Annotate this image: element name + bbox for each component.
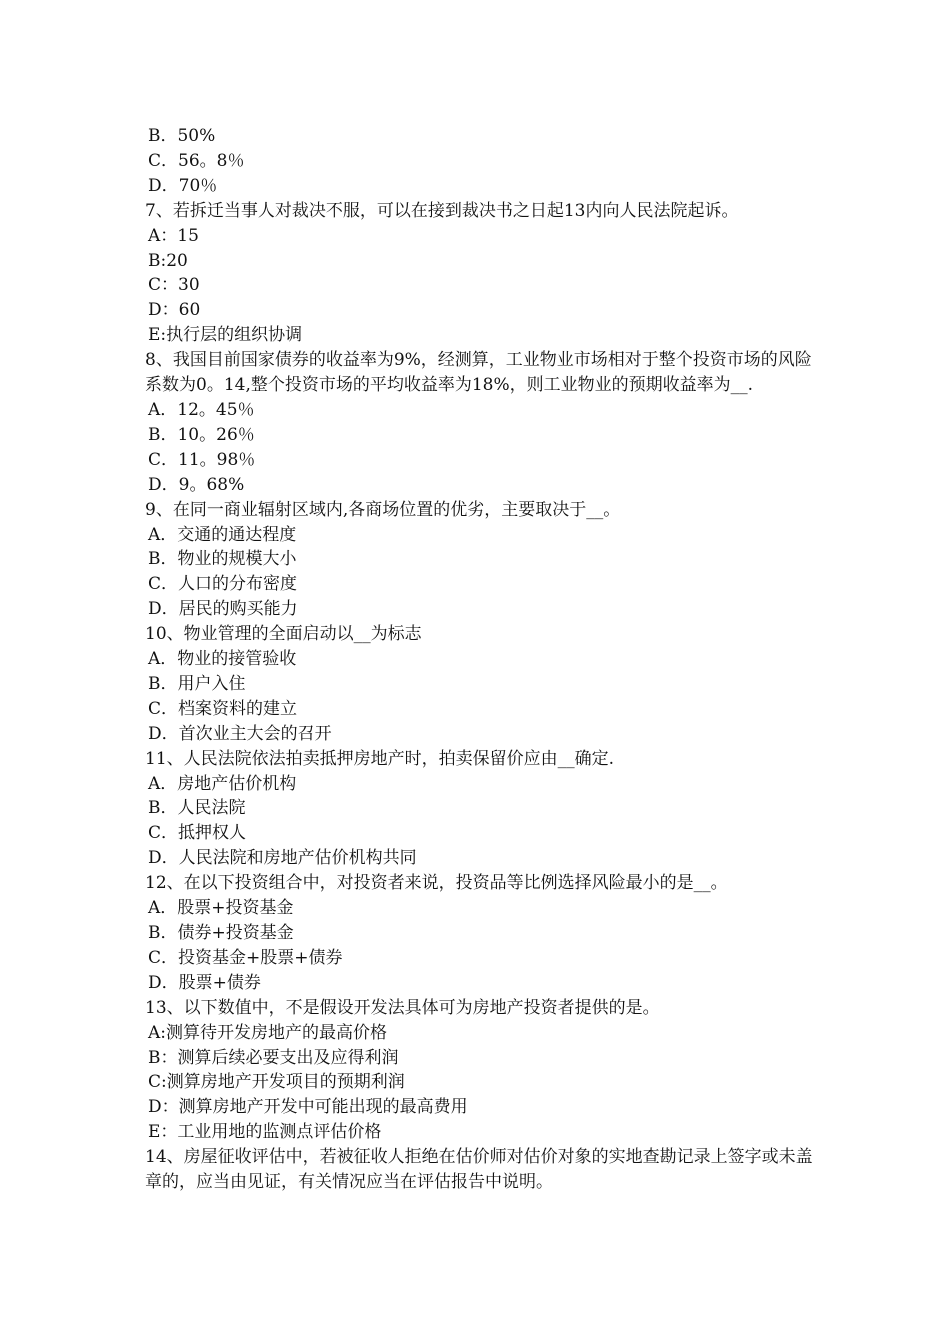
question-text: 14、房屋征收评估中，若被征收人拒绝在估价师对估价对象的实地查勘记录上签字或未盖章的，应当由见证，有关情况应当在评估报告中说明。 [145,1147,813,1193]
answer-option: A．12。45％ [148,399,255,420]
answer-option: D．9。68% [148,474,245,495]
answer-option: A：15 [148,225,199,246]
question-text: 10、物业管理的全面启动以__为标志 [145,624,422,645]
answer-option: C．投资基金+股票+债券 [148,947,343,968]
answer-option: B．50% [148,126,216,146]
answer-option: C：30 [148,275,200,296]
answer-option: C:测算房地产开发项目的预期利润 [148,1072,405,1093]
answer-option: D：测算房地产开发中可能出现的最高费用 [148,1097,468,1118]
question-text: 7、若拆迁当事人对裁决不服，可以在接到裁决书之日起13内向人民法院起诉。 [145,200,739,221]
answer-option: D．70％ [148,175,218,196]
answer-option: C．人口的分布密度 [148,574,298,595]
answer-option: D．居民的购买能力 [148,599,298,620]
answer-option: D．股票+债券 [148,972,261,993]
answer-option: B：测算后续必要支出及应得利润 [148,1047,399,1068]
answer-option: B．债券+投资基金 [148,923,294,943]
answer-option: C．56。8％ [148,150,245,171]
answer-option: E：工业用地的监测点评估价格 [148,1122,382,1143]
answer-option: A．交通的通达程度 [148,524,297,545]
answer-option: A．房地产估价机构 [148,773,297,794]
question-text: 11、人民法院依法拍卖抵押房地产时，拍卖保留价应由__确定. [145,748,615,769]
answer-option: C．抵押权人 [148,823,247,844]
answer-option: A:测算待开发房地产的最高价格 [148,1022,388,1043]
answer-option: E:执行层的组织协调 [148,325,303,346]
answer-option: B．10。26％ [148,424,255,445]
answer-option: C．11。98％ [148,449,256,470]
question-text: 8、我国目前国家债券的收益率为9%，经测算，工业物业市场相对于整个投资市场的风险系数为0。14,整个投资市场的平均收益率为18%，则工业物业的预期收益率为__. [145,350,812,396]
question-text: 9、在同一商业辐射区域内,各商场位置的优劣，主要取决于__。 [145,499,621,520]
question-text: 12、在以下投资组合中，对投资者来说，投资品等比例选择风险最小的是__。 [145,873,728,894]
answer-option: D：60 [148,300,201,321]
answer-option: C．档案资料的建立 [148,698,298,719]
answer-option: A．股票+投资基金 [148,898,294,919]
answer-option: B．人民法院 [148,798,246,819]
answer-option: D．首次业主大会的召开 [148,723,332,744]
document-body [145,124,815,1195]
answer-option: D．人民法院和房地产估价机构共同 [148,848,417,869]
answer-option: B．物业的规模大小 [148,549,297,570]
question-text: 13、以下数值中，不是假设开发法具体可为房地产投资者提供的是。 [145,997,660,1018]
answer-option: A．物业的接管验收 [148,649,297,670]
answer-option: B．用户入住 [148,673,246,694]
answer-option: B:20 [148,250,188,271]
